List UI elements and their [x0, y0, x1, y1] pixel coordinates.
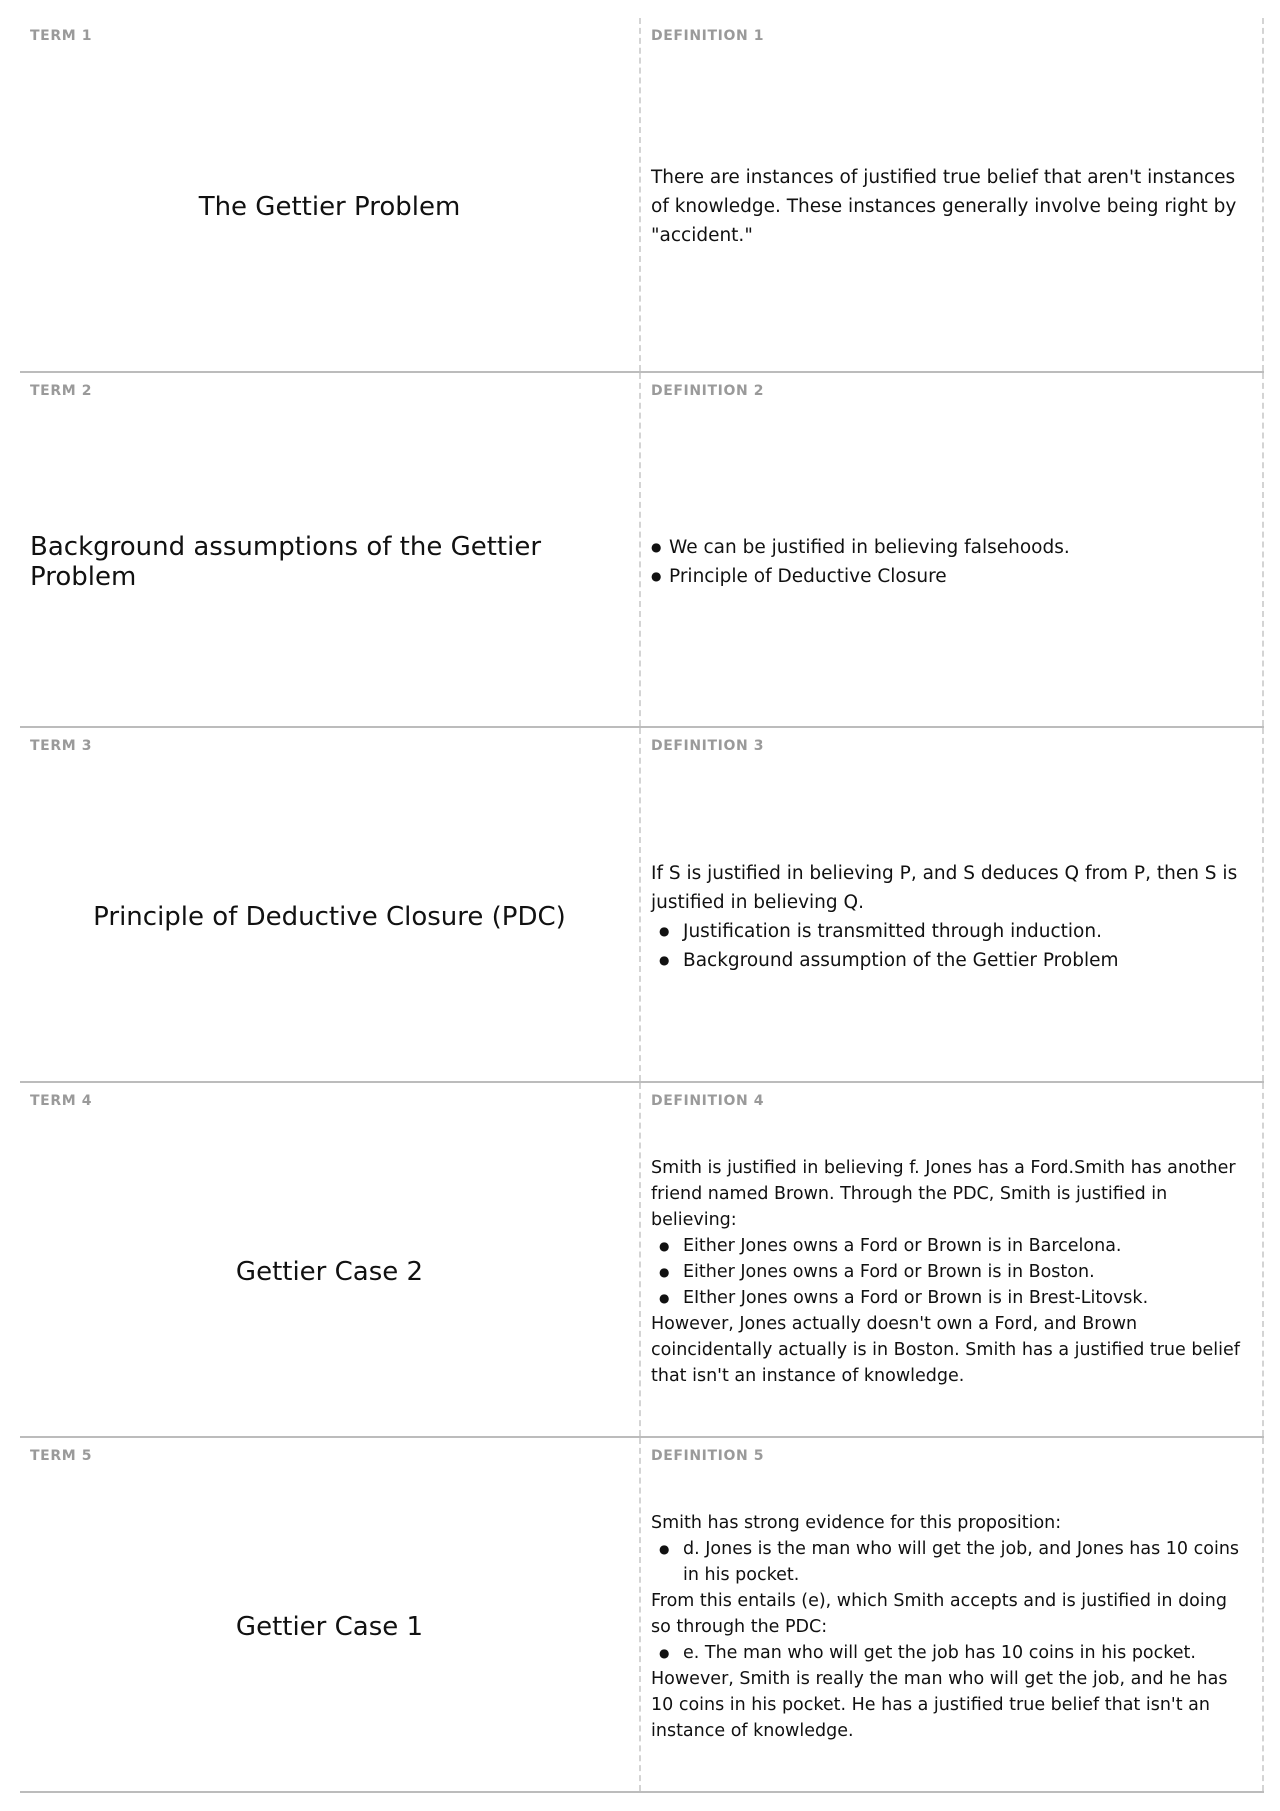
definition-bullet-list: [651, 1640, 1252, 1666]
term-cell: [20, 18, 641, 371]
definition-cell: [641, 728, 1264, 1081]
definition-text: [651, 163, 1252, 250]
flashcard-row: [20, 1438, 1264, 1793]
term-label: TERM 2: [30, 383, 93, 399]
definition-label: DEFINITION 4: [651, 1093, 765, 1109]
definition-bullet: ● d. Jones is the man who will get the job, and Jones has 10 coins in his pocket.: [651, 1536, 1252, 1588]
flashcard-row: [20, 18, 1264, 373]
definition-label: DEFINITION 2: [651, 383, 765, 399]
flashcard-sheet: [20, 18, 1264, 1793]
term-cell: [20, 1438, 641, 1791]
definition-bullet: ● Background assumption of the Gettier Problem: [651, 946, 1252, 975]
flashcard-row: [20, 373, 1264, 728]
definition-text: [651, 1510, 1252, 1744]
term-label: TERM 4: [30, 1093, 93, 1109]
term-text: Background assumptions of the Gettier Problem: [30, 531, 542, 592]
definition-bullet-list: [651, 917, 1252, 975]
definition-paragraph: However, Jones actually doesn't own a Ford, and Brown coincidentally actually is in Boston. Smith has a justified true belief that isn't an instance of knowledge.: [651, 1313, 1240, 1386]
definition-cell: [641, 1438, 1264, 1791]
definition-label: DEFINITION 5: [651, 1448, 765, 1464]
definition-cell: [641, 373, 1264, 726]
definition-bullet: ● We can be justified in believing falsehoods.: [651, 533, 1252, 562]
term-cell: [20, 1083, 641, 1436]
definition-cell: [641, 18, 1264, 371]
term-text: Gettier Case 1: [235, 1611, 424, 1642]
term-label: TERM 5: [30, 1448, 93, 1464]
definition-cell: [641, 1083, 1264, 1436]
definition-paragraph: If S is justified in believing P, and S deduces Q from P, then S is justified in believing Q.: [651, 862, 1238, 913]
term-cell: [20, 728, 641, 1081]
definition-label: DEFINITION 3: [651, 738, 765, 754]
flashcard-row: [20, 728, 1264, 1083]
definition-paragraph: Smith is justified in believing f. Jones has a Ford.Smith has another friend named Brown. Through the PDC, Smith is justified in believing:: [651, 1157, 1236, 1230]
definition-bullet: ● Justification is transmitted through induction.: [651, 917, 1252, 946]
definition-bullet-list: [651, 533, 1252, 591]
term-label: TERM 3: [30, 738, 93, 754]
definition-label: DEFINITION 1: [651, 28, 765, 44]
definition-bullet-list: [651, 1233, 1252, 1311]
definition-bullet: ● e. The man who will get the job has 10 coins in his pocket.: [651, 1640, 1252, 1666]
definition-text: [651, 859, 1252, 975]
term-text: The Gettier Problem: [198, 191, 461, 222]
definition-paragraph: From this entails (e), which Smith accepts and is justified in doing so through the PDC:: [651, 1590, 1227, 1637]
definition-text: [651, 1155, 1252, 1389]
definition-paragraph: There are instances of justified true belief that aren't instances of knowledge. These instances generally involve being right by "accident.": [651, 167, 1237, 246]
term-label: TERM 1: [30, 28, 93, 44]
definition-bullet-list: [651, 1536, 1252, 1588]
definition-bullet: ● Principle of Deductive Closure: [651, 562, 1252, 591]
definition-bullet: ● Either Jones owns a Ford or Brown is in Boston.: [651, 1259, 1252, 1285]
flashcard-row: [20, 1083, 1264, 1438]
term-cell: [20, 373, 641, 726]
term-text: Principle of Deductive Closure (PDC): [93, 901, 566, 932]
definition-bullet: ● EIther Jones owns a Ford or Brown is in Brest-Litovsk.: [651, 1285, 1252, 1311]
definition-paragraph: Smith has strong evidence for this proposition:: [651, 1512, 1062, 1533]
definition-bullet: ● Either Jones owns a Ford or Brown is in Barcelona.: [651, 1233, 1252, 1259]
definition-text: [651, 533, 1252, 591]
definition-paragraph: However, Smith is really the man who will get the job, and he has 10 coins in his pocket. He has a justified true belief that isn't an instance of knowledge.: [651, 1668, 1228, 1741]
term-text: Gettier Case 2: [235, 1256, 424, 1287]
